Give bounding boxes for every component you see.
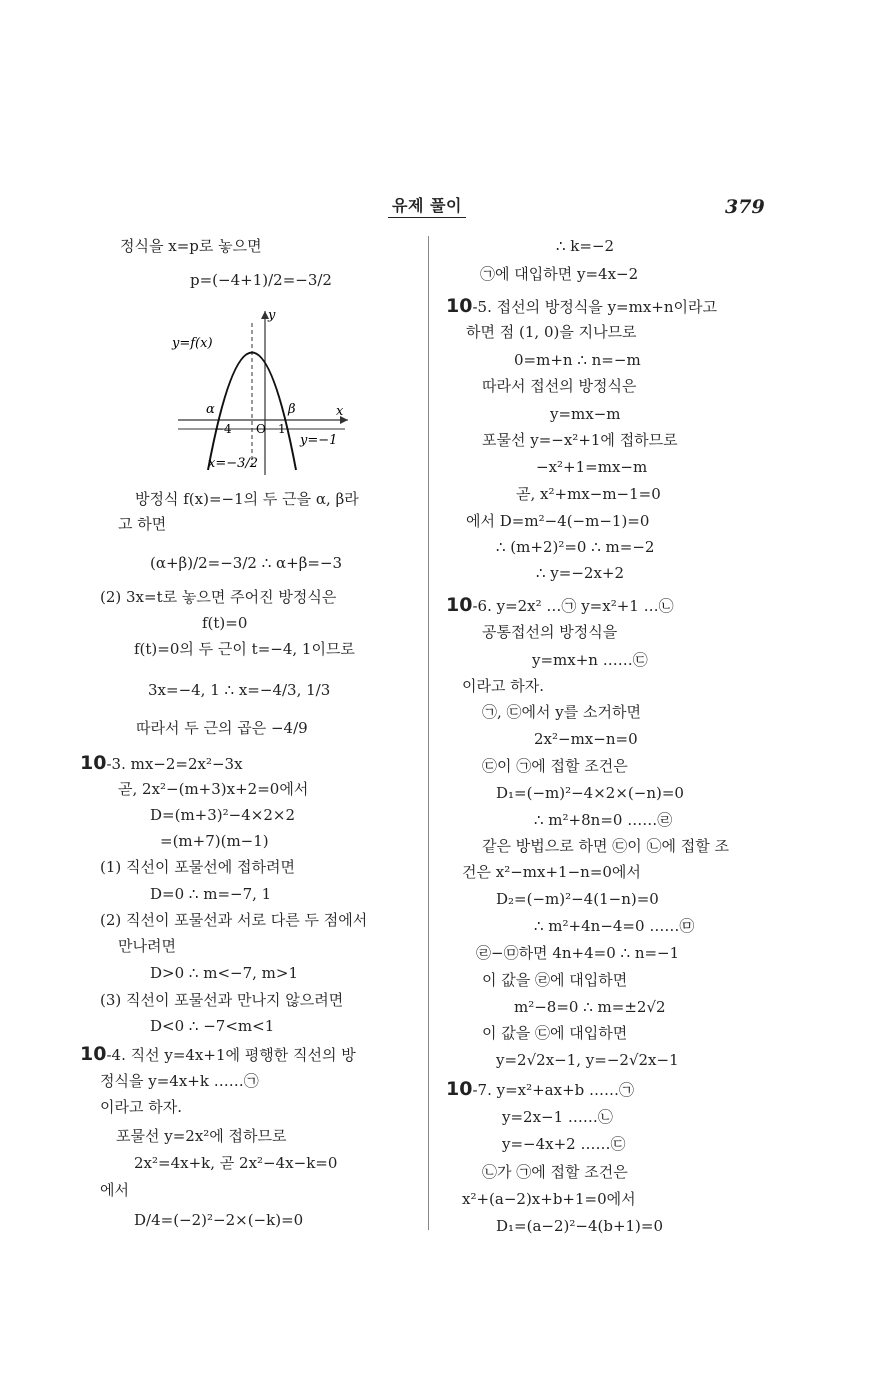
- alpha-label: α: [206, 402, 215, 417]
- right-line-13: 10-6. y=2x² …㉠ y=x²+1 …㉡: [446, 594, 674, 616]
- left-line-1: p=(−4+1)/2=−3/2: [190, 271, 332, 289]
- right-line-19: ㉢이 ㉠에 접할 조건은: [482, 757, 628, 775]
- right-line-0: ∴ k=−2: [556, 237, 615, 255]
- left-line-13: =(m+7)(m−1): [160, 832, 269, 850]
- origin-label: O: [256, 422, 266, 436]
- right-line-3: 하면 점 (1, 0)을 지나므로: [466, 323, 637, 341]
- left-line-23: 이라고 하자.: [100, 1098, 182, 1116]
- left-line-19: (3) 직선이 포물선과 만나지 않으려면: [100, 991, 344, 1009]
- right-line-2: 10-5. 접선의 방정식을 y=mx+n이라고: [446, 295, 717, 317]
- right-line-34: ㉡가 ㉠에 접할 조건은: [482, 1163, 628, 1181]
- beta-label: β: [288, 402, 296, 417]
- right-line-22: 같은 방법으로 하면 ㉢이 ㉡에 접할 조: [482, 837, 729, 855]
- right-line-8: −x²+1=mx−m: [536, 458, 648, 476]
- line-label: y=−1: [300, 433, 338, 448]
- right-problem-number-13: 10: [446, 594, 473, 616]
- right-line-4: 0=m+n ∴ n=−m: [514, 351, 641, 369]
- y-axis-label: y: [268, 308, 276, 323]
- right-line-33: y=−4x+2 ……㉢: [502, 1135, 626, 1153]
- right-line-7: 포물선 y=−x²+1에 접하므로: [482, 431, 678, 449]
- left-line-10: 10-3. mx−2=2x²−3x: [80, 752, 243, 774]
- left-line-3: 고 하면: [118, 515, 167, 533]
- right-line-15: y=mx+n ……㉢: [532, 651, 648, 669]
- left-line-9: 따라서 두 근의 곱은 −4/9: [136, 719, 308, 737]
- left-line-7: f(t)=0의 두 근이 t=−4, 1이므로: [134, 640, 355, 658]
- left-line-14: (1) 직선이 포물선에 접하려면: [100, 858, 295, 876]
- left-line-8: 3x=−4, 1 ∴ x=−4/3, 1/3: [148, 681, 331, 699]
- right-line-31: 10-7. y=x²+ax+b ……㉠: [446, 1078, 635, 1100]
- right-line-5: 따라서 접선의 방정식은: [482, 377, 637, 395]
- right-line-36: D₁=(a−2)²−4(b+1)=0: [496, 1217, 664, 1235]
- right-line-25: ∴ m²+4n−4=0 ……㉤: [534, 917, 695, 935]
- right-line-14: 공통접선의 방정식을: [482, 623, 618, 641]
- right-line-26: ㉣−㉤하면 4n+4=0 ∴ n=−1: [476, 944, 680, 962]
- left-line-4: (α+β)/2=−3/2 ∴ α+β=−3: [150, 554, 343, 572]
- right-line-17: ㉠, ㉢에서 y를 소거하면: [482, 703, 641, 721]
- left-line-16: (2) 직선이 포물선과 서로 다른 두 점에서: [100, 911, 368, 929]
- left-line-5: (2) 3x=t로 놓으면 주어진 방정식은: [100, 588, 337, 606]
- left-line-17: 만나려면: [118, 937, 176, 955]
- right-line-28: m²−8=0 ∴ m=±2√2: [514, 998, 666, 1016]
- right-line-16: 이라고 하자.: [462, 677, 544, 695]
- right-line-32: y=2x−1 ……㉡: [502, 1108, 613, 1126]
- right-line-23: 건은 x²−mx+1−n=0에서: [462, 863, 641, 881]
- header-title: 유제 풀이: [388, 193, 466, 218]
- tick-1: 1: [278, 422, 286, 436]
- right-line-20: D₁=(−m)²−4×2×(−n)=0: [496, 784, 684, 802]
- left-line-18: D>0 ∴ m<−7, m>1: [150, 964, 298, 982]
- right-problem-number-31: 10: [446, 1078, 473, 1100]
- parabola-graph: [170, 305, 370, 485]
- left-line-24: 포물선 y=2x²에 접하므로: [116, 1127, 287, 1145]
- curve-label: y=f(x): [172, 336, 213, 351]
- x-axis-label: x: [336, 404, 344, 419]
- right-problem-number-2: 10: [446, 295, 473, 317]
- left-line-26: 에서: [100, 1181, 129, 1199]
- right-line-21: ∴ m²+8n=0 ……㉣: [534, 811, 673, 829]
- left-line-12: D=(m+3)²−4×2×2: [150, 806, 295, 824]
- right-line-30: y=2√2x−1, y=−2√2x−1: [496, 1051, 679, 1069]
- axis-of-symmetry-label: x=−3/2: [208, 456, 259, 471]
- left-problem-number-10: 10: [80, 752, 107, 774]
- right-line-11: ∴ (m+2)²=0 ∴ m=−2: [496, 538, 655, 556]
- right-line-29: 이 값을 ㉢에 대입하면: [482, 1024, 628, 1042]
- left-line-20: D<0 ∴ −7<m<1: [150, 1017, 275, 1035]
- left-line-0: 정식을 x=p로 놓으면: [120, 237, 262, 255]
- left-line-11: 곧, 2x²−(m+3)x+2=0에서: [118, 780, 309, 798]
- left-line-22: 정식을 y=4x+k ……㉠: [100, 1072, 259, 1090]
- left-problem-number-21: 10: [80, 1043, 107, 1065]
- left-line-21: 10-4. 직선 y=4x+1에 평행한 직선의 방: [80, 1043, 356, 1065]
- right-line-35: x²+(a−2)x+b+1=0에서: [462, 1190, 636, 1208]
- right-line-10: 에서 D=m²−4(−m−1)=0: [466, 512, 650, 530]
- right-line-6: y=mx−m: [550, 405, 621, 423]
- tick-minus4: −4: [214, 422, 232, 436]
- left-line-25: 2x²=4x+k, 곧 2x²−4x−k=0: [134, 1154, 338, 1172]
- right-line-18: 2x²−mx−n=0: [534, 730, 638, 748]
- right-line-9: 곧, x²+mx−m−1=0: [516, 485, 661, 503]
- page-number: 379: [725, 196, 765, 218]
- left-line-15: D=0 ∴ m=−7, 1: [150, 885, 272, 903]
- right-line-24: D₂=(−m)²−4(1−n)=0: [496, 890, 659, 908]
- left-line-2: 방정식 f(x)=−1의 두 근을 α, β라: [135, 490, 359, 508]
- left-line-27: D/4=(−2)²−2×(−k)=0: [134, 1211, 304, 1229]
- right-line-1: ㉠에 대입하면 y=4x−2: [480, 265, 639, 283]
- left-line-6: f(t)=0: [202, 614, 248, 632]
- right-line-27: 이 값을 ㉣에 대입하면: [482, 971, 628, 989]
- right-line-12: ∴ y=−2x+2: [536, 564, 625, 582]
